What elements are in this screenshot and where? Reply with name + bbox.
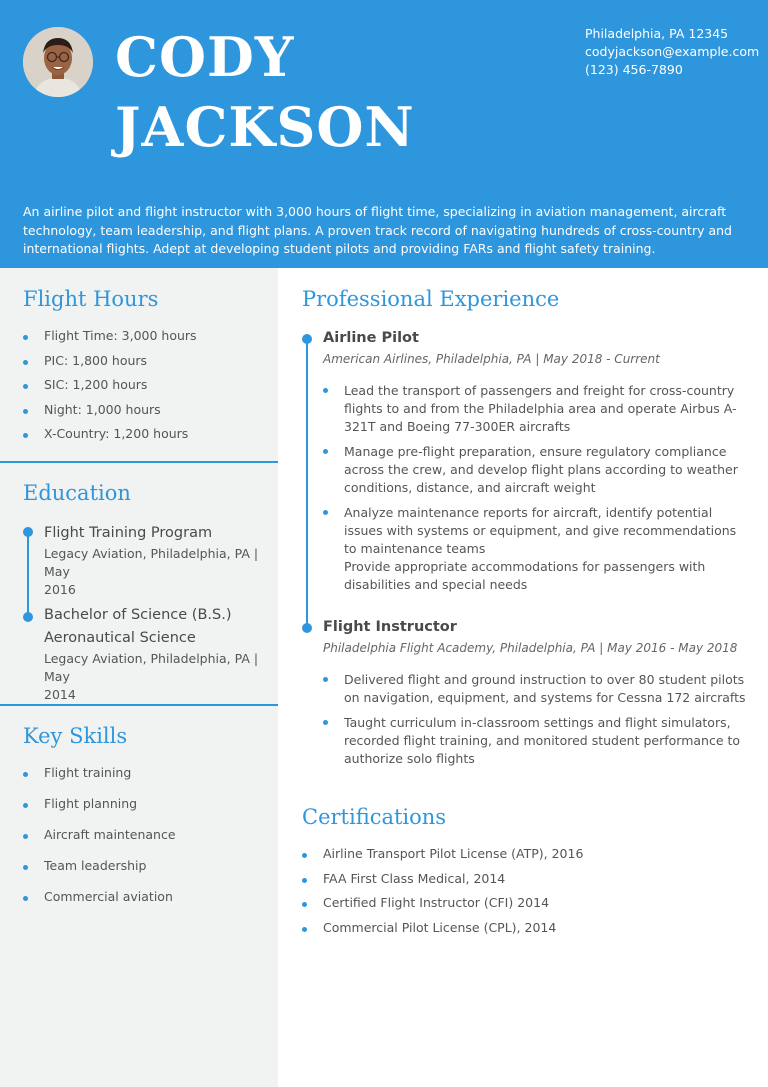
contact-phone[interactable]: (123) 456-7890 xyxy=(585,62,683,77)
timeline-line xyxy=(306,340,308,628)
flight-hours-list xyxy=(23,328,197,451)
list-item: X-Country: 1,200 hours xyxy=(23,426,197,451)
timeline-dot xyxy=(23,612,33,622)
list-item: Team leadership xyxy=(23,858,176,889)
contact-email[interactable]: codyjackson@example.com xyxy=(585,44,760,59)
certifications-title: Certifications xyxy=(302,805,447,829)
list-item: Flight training xyxy=(23,765,176,796)
list-item: Manage pre-flight preparation, ensure regulatory compliance across the crew, and develop flight plans according to weather conditions, distance, and aircraft weight xyxy=(323,443,748,497)
job-company: Philadelphia Flight Academy, Philadelphia, PA | May 2016 - May 2018 xyxy=(323,641,738,655)
key-skills-list xyxy=(23,765,176,920)
duty-text: Analyze maintenance reports for aircraft, identify potential issues with systems or equipment, and give recommendations to maintenance teams xyxy=(344,505,737,556)
degree-major: Aeronautical Science xyxy=(44,630,196,646)
education-year: 2014 xyxy=(44,687,76,702)
summary-text: An airline pilot and flight instructor with 3,000 hours of flight time, specializing in aviation management, aircraft technology, team leadership, and flight plans. A proven track record of navigating hundreds of cross-country and international flights. Adept at developing student pilots and providing FARs and flight safety training. xyxy=(23,204,732,256)
key-skills-title: Key Skills xyxy=(23,724,128,748)
list-item: Airline Transport Pilot License (ATP), 2016 xyxy=(302,846,583,871)
timeline-line xyxy=(27,532,29,617)
education-year: 2016 xyxy=(44,582,76,597)
education-location: Legacy Aviation, Philadelphia, PA | May xyxy=(44,651,259,684)
timeline-dot xyxy=(302,334,312,344)
education-title: Education xyxy=(23,481,131,505)
experience-title: Professional Experience xyxy=(302,287,560,311)
list-item: Flight Time: 3,000 hours xyxy=(23,328,197,353)
degree-title: Bachelor of Science (B.S.) xyxy=(44,607,232,623)
resume-header xyxy=(0,0,768,268)
education-location: Legacy Aviation, Philadelphia, PA | May xyxy=(44,546,259,579)
list-item: Certified Flight Instructor (CFI) 2014 xyxy=(302,895,583,920)
list-item: SIC: 1,200 hours xyxy=(23,377,197,402)
education-entry xyxy=(44,604,274,704)
list-item: Aircraft maintenance xyxy=(23,827,176,858)
list-item: Delivered flight and ground instruction to over 80 student pilots on navigation, equipment, and systems for Cessna 172 aircrafts xyxy=(323,671,748,707)
last-name: JACKSON xyxy=(115,95,415,159)
list-item: Commercial aviation xyxy=(23,889,176,920)
contact-info xyxy=(585,25,759,79)
degree-title: Flight Training Program xyxy=(44,525,213,541)
list-item: FAA First Class Medical, 2014 xyxy=(302,871,583,896)
timeline-dot xyxy=(302,623,312,633)
section-divider xyxy=(0,704,278,706)
job-title: Airline Pilot xyxy=(323,330,419,346)
job-duties-list xyxy=(323,671,748,768)
job-duties-list xyxy=(323,382,748,594)
candidate-name xyxy=(115,22,415,162)
list-item: Taught curriculum in-classroom settings and flight simulators, recorded flight training, and monitored student performance to authorize solo flights xyxy=(323,714,748,768)
timeline-dot xyxy=(23,527,33,537)
job-company: American Airlines, Philadelphia, PA | May 2018 - Current xyxy=(323,352,660,366)
list-item xyxy=(323,504,748,594)
section-divider xyxy=(0,461,278,463)
certifications-list xyxy=(302,846,583,944)
list-item: Commercial Pilot License (CPL), 2014 xyxy=(302,920,583,945)
list-item: PIC: 1,800 hours xyxy=(23,353,197,378)
flight-hours-title: Flight Hours xyxy=(23,287,159,311)
avatar xyxy=(23,27,93,97)
job-title: Flight Instructor xyxy=(323,619,457,635)
education-entry xyxy=(44,522,274,599)
list-item: Night: 1,000 hours xyxy=(23,402,197,427)
profile-photo xyxy=(23,27,93,97)
duty-text-extra: Provide appropriate accommodations for passengers with disabilities and special needs xyxy=(344,559,706,592)
list-item: Lead the transport of passengers and freight for cross-country flights to and from the Philadelphia area and operate Airbus A-321T and Boeing 77-300ER aircrafts xyxy=(323,382,748,436)
contact-location: Philadelphia, PA 12345 xyxy=(585,26,729,41)
first-name: CODY xyxy=(115,25,295,89)
list-item: Flight planning xyxy=(23,796,176,827)
